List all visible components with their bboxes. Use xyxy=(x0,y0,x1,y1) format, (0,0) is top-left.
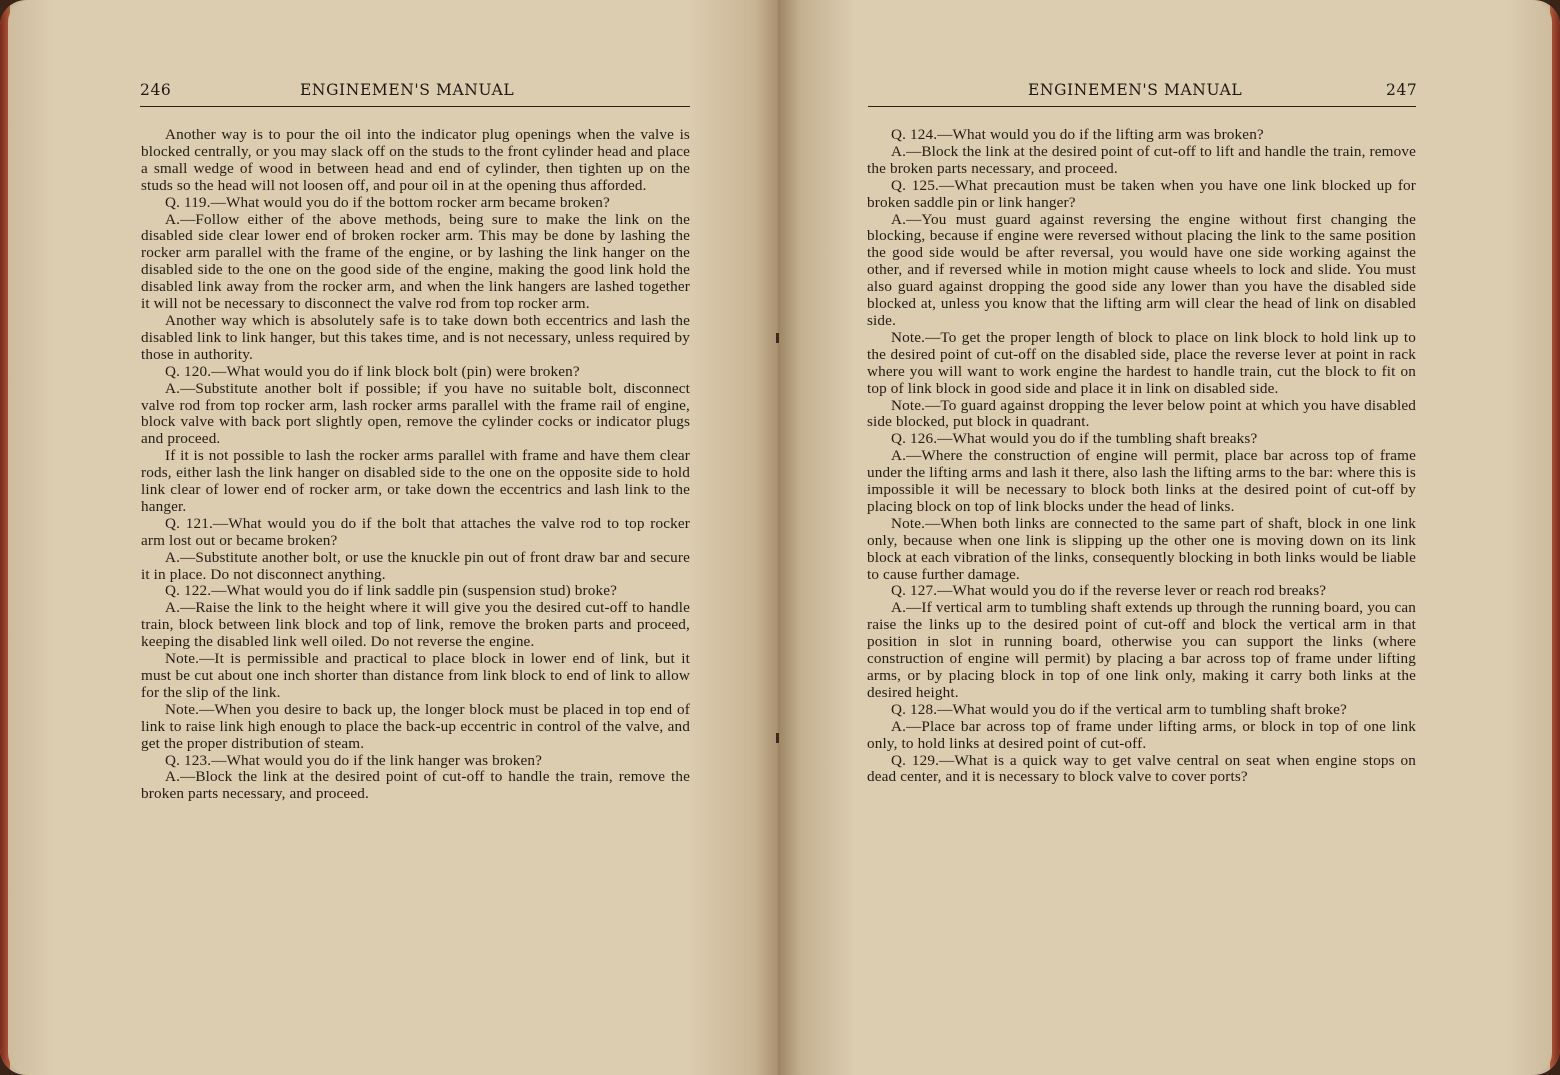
paragraph: If it is not possible to lash the rocker arms parallel with frame and have them clear rods, either lash the link hanger on disabled side to the one on the opposite side to hold link clear of lower end of rocker arm, or take down the eccentrics and lash link to the hanger. xyxy=(141,447,690,515)
note: Note.—To get the proper length of block to place on link block to hold link up to the desired point of cut-off on the disabled side, place the reverse lever at point in rack where you will want to work engine the hardest to handle train, cut the block to fit on top of link block in good side and place it in link on disabled side. xyxy=(867,328,1416,397)
left-header-rule xyxy=(140,106,690,107)
right-running-head: ENGINEMEN'S MANUAL xyxy=(1028,81,1243,99)
answer: A.—Block the link at the desired point of cut-off to lift and handle the train, remove the broken parts necessary, and proceed. xyxy=(867,142,1416,177)
note: Note.—It is permissible and practical to place block in lower end of link, but it must be cut about one inch shorter than distance from link block to end of link to allow for the slip of the link. xyxy=(141,650,690,701)
gutter-stitch-mark xyxy=(776,733,779,743)
right-page-number: 247 xyxy=(1386,81,1418,99)
question: Q. 122.—What would you do if link saddle pin (suspension stud) broke? xyxy=(165,582,617,600)
answer: A.—You must guard against reversing the engine without first changing the blocking, because if engine were reversed without placing the link to the same position the good side would be after reversal, you would have one side working against the other, and if reversed while in motion might cause wheels to lock and slide. You must also guard against dropping the good side any lower than you have the disabled side blocked at, unless you know that the lifting arm will clear the head of link on disabled side. xyxy=(867,210,1416,329)
question: Q. 121.—What would you do if the bolt that attaches the valve rod to top rocker arm lost out or became broken? xyxy=(141,514,690,549)
answer: A.—Block the link at the desired point of cut-off to handle the train, remove the broken parts necessary, and proceed. xyxy=(141,768,690,803)
answer: A.—Follow either of the above methods, being sure to make the link on the disabled side clear lower end of broken rocker arm. This may be done by lashing the rocker arm parallel with the frame of the engine, or by lashing the link hanger on the disabled side to the one on the good side of the engine, making the good link hold the disabled link away from the rocker arm, and when the link hangers are lashed together it will not be necessary to disconnect the valve rod from top rocker arm. xyxy=(141,210,690,313)
note: Note.—When both links are connected to the same part of shaft, block in one link only, because when one link is slipping up the other one is moving down on its link block at each vibration of the links, consequently blocking in both links would be liable to cause further damage. xyxy=(867,514,1416,583)
question: Q. 124.—What would you do if the lifting arm was broken? xyxy=(891,126,1264,143)
right-page xyxy=(778,0,1552,1075)
answer: A.—Place bar across top of frame under lifting arms, or block in top of one link only, to hold links at desired point of cut-off. xyxy=(867,717,1416,752)
left-page-number: 246 xyxy=(140,81,172,99)
left-page-body xyxy=(141,127,690,803)
question: Q. 120.—What would you do if link block bolt (pin) were broken? xyxy=(165,362,580,380)
left-page xyxy=(8,0,778,1075)
question: Q. 123.—What would you do if the link hanger was broken? xyxy=(165,751,543,769)
question: Q. 128.—What would you do if the vertical arm to tumbling shaft broke? xyxy=(891,700,1347,718)
question: Q. 125.—What precaution must be taken when you have one link blocked up for broken saddle pin or link hanger? xyxy=(867,176,1416,211)
question: Q. 126.—What would you do if the tumbling shaft breaks? xyxy=(891,430,1258,448)
answer: A.—Substitute another bolt, or use the knuckle pin out of front draw bar and secure it in place. Do not disconnect anything. xyxy=(141,548,690,583)
question: Q. 119.—What would you do if the bottom rocker arm became broken? xyxy=(165,193,610,211)
right-header-rule xyxy=(868,106,1416,107)
right-page-body xyxy=(867,127,1416,786)
paragraph: Another way which is absolutely safe is to take down both eccentrics and lash the disabled link to link hanger, but this takes time, and is not necessary, unless required by those in authority. xyxy=(141,311,690,363)
question: Q. 129.—What is a quick way to get valve central on seat when engine stops on dead center, and it is necessary to block valve to cover ports? xyxy=(867,751,1416,786)
left-running-head: ENGINEMEN'S MANUAL xyxy=(300,81,515,99)
answer: A.—If vertical arm to tumbling shaft extends up through the running board, you can raise the links up to the desired point of cut-off and block the vertical arm in that position in slot in running board, otherwise you can support the links (where construction of engine will permit) by placing a bar across top of frame under lifting arms, or by placing block in top of one link only, making it carry both links at the desired height. xyxy=(867,599,1416,701)
note: Note.—To guard against dropping the lever below point at which you have disabled side blocked, put block in quadrant. xyxy=(867,396,1416,431)
gutter-stitch-mark xyxy=(776,333,779,343)
answer: A.—Substitute another bolt if possible; if you have no suitable bolt, disconnect valve rod from top rocker arm, lash rocker arms parallel with the frame rail of engine, block valve with back port slightly open, remove the cylinder cocks or indicator plugs and proceed. xyxy=(141,379,690,448)
note: Note.—When you desire to back up, the longer block must be placed in top end of link to raise link high enough to place the back-up eccentric in control of the valve, and get the proper distribution of steam. xyxy=(141,700,690,752)
paragraph: Another way is to pour the oil into the indicator plug openings when the valve is blocked centrally, or you may slack off on the studs to the front cylinder head and place a small wedge of wood in between head and end of cylinder, then tighten up on the studs so the head will not loosen off, and pour oil in at the opening thus afforded. xyxy=(141,126,690,194)
answer: A.—Raise the link to the height where it will give you the desired cut-off to handle train, block between link block and top of link, remove the broken parts and proceed, keeping the disabled link well oiled. Do not reverse the engine. xyxy=(141,599,690,651)
question: Q. 127.—What would you do if the reverse lever or reach rod breaks? xyxy=(891,582,1327,600)
answer: A.—Where the construction of engine will permit, place bar across top of frame under the lifting arms and lash it there, also lash the lifting arms to the bar: where this is impossible it will be necessary to block both links at the desired point of cut-off by placing block on top of link blocks under the head of links. xyxy=(867,447,1416,515)
